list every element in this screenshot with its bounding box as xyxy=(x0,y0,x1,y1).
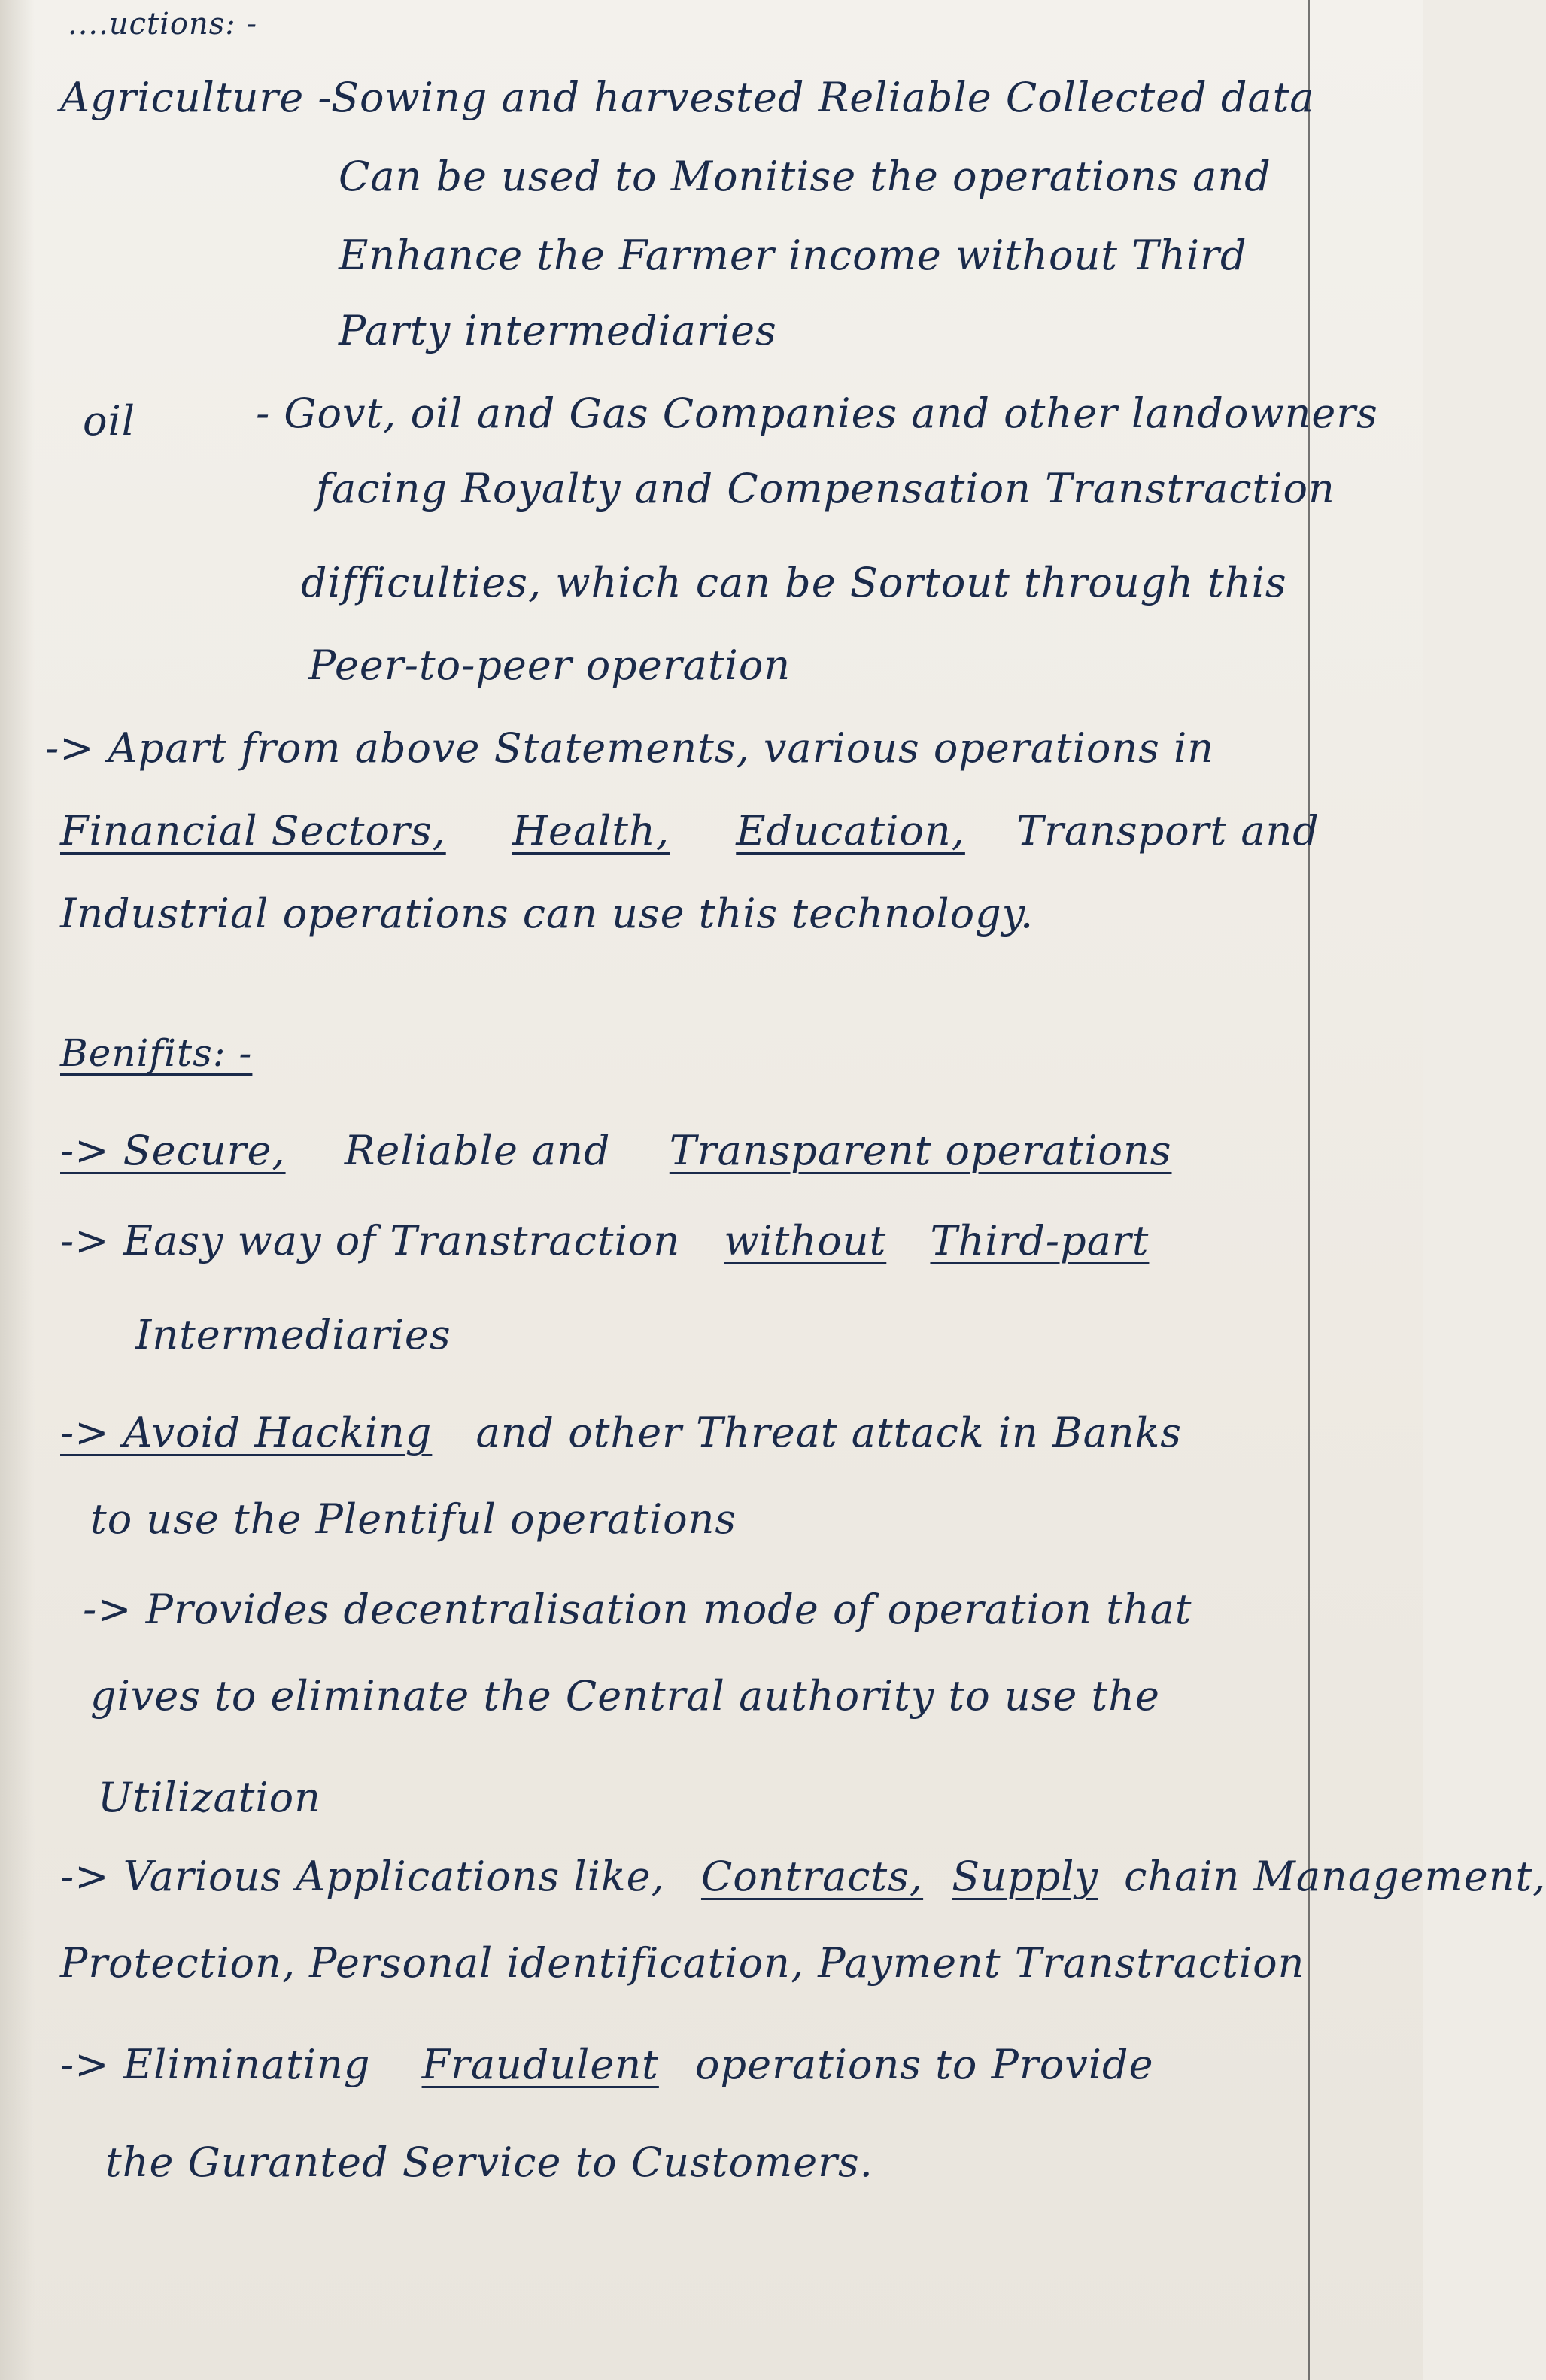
transparent-operations: Transparent operations xyxy=(669,1127,1172,1174)
oil-line-4: Peer-to-peer operation xyxy=(308,642,791,689)
benefit-4: -> Provides decentralisation mode of operation that xyxy=(83,1586,1192,1633)
benefit-4-cont-2: Utilization xyxy=(98,1774,321,1821)
oil-line-2: facing Royalty and Compensation Transtraction xyxy=(316,465,1335,512)
applications-like: -> Various Applications like, xyxy=(60,1853,665,1900)
benefit-6 xyxy=(60,2042,1154,2087)
third-part: Third-part xyxy=(930,1217,1150,1264)
agri-line-3: Enhance the Farmer income without Third xyxy=(339,232,1247,279)
transport: Transport and xyxy=(1016,807,1320,855)
contracts: Contracts, xyxy=(700,1853,924,1900)
agri-line-4: Party intermediaries xyxy=(339,307,777,354)
benefit-4-cont-1: gives to eliminate the Central authority to use the xyxy=(90,1672,1160,1720)
benefits-heading: Benifits: - xyxy=(60,1031,253,1075)
without: without xyxy=(724,1217,887,1264)
operations-provide: operations to Provide xyxy=(695,2041,1154,2088)
avoid-hacking: -> Avoid Hacking xyxy=(60,1409,433,1456)
health: Health, xyxy=(512,807,670,855)
agri-label: Agriculture - xyxy=(60,74,333,121)
oil-label: oil xyxy=(83,397,136,445)
easy-way: -> Easy way of Transtraction xyxy=(60,1217,681,1264)
agri-line-1: Sowing and harvested Reliable Collected data xyxy=(331,74,1315,121)
apart-line-2 xyxy=(60,809,1320,854)
benefit-3 xyxy=(60,1410,1182,1456)
benefit-2-cont: Intermediaries xyxy=(135,1311,451,1358)
benefit-1 xyxy=(60,1128,1172,1173)
apart-line-1: -> Apart from above Statements, various operations in xyxy=(45,724,1215,772)
benefit-6-cont: the Guranted Service to Customers. xyxy=(105,2139,873,2186)
agri-line-2: Can be used to Monitise the operations and xyxy=(339,153,1271,200)
fraudulent: Fraudulent xyxy=(421,2041,659,2088)
threat-attack: and other Threat attack in Banks xyxy=(475,1409,1183,1456)
benefit-2 xyxy=(60,1219,1149,1264)
benefit-3-cont: to use the Plentiful operations xyxy=(90,1495,737,1543)
financial-sectors: Financial Sectors, xyxy=(60,807,446,855)
oil-line-1: - Govt, oil and Gas Companies and other landowners xyxy=(256,390,1378,437)
header-partial: ....uctions: - xyxy=(68,7,257,41)
chain-management: chain Management, xyxy=(1124,1853,1546,1900)
margin-line xyxy=(1308,0,1310,2380)
oil-line-3: difficulties, which can be Sortout through this xyxy=(301,559,1287,606)
eliminating: -> Eliminating xyxy=(60,2041,371,2088)
supply: Supply xyxy=(952,1853,1098,1900)
secure: -> Secure, xyxy=(60,1127,286,1174)
reliable: Reliable and xyxy=(344,1127,611,1174)
education: Education, xyxy=(736,807,965,855)
page-edge-shadow xyxy=(0,0,35,2380)
apart-line-3: Industrial operations can use this technology. xyxy=(60,890,1034,937)
benefit-5 xyxy=(60,1854,1546,1899)
benefit-5-cont: Protection, Personal identification, Payment Transtraction xyxy=(60,1939,1305,1987)
